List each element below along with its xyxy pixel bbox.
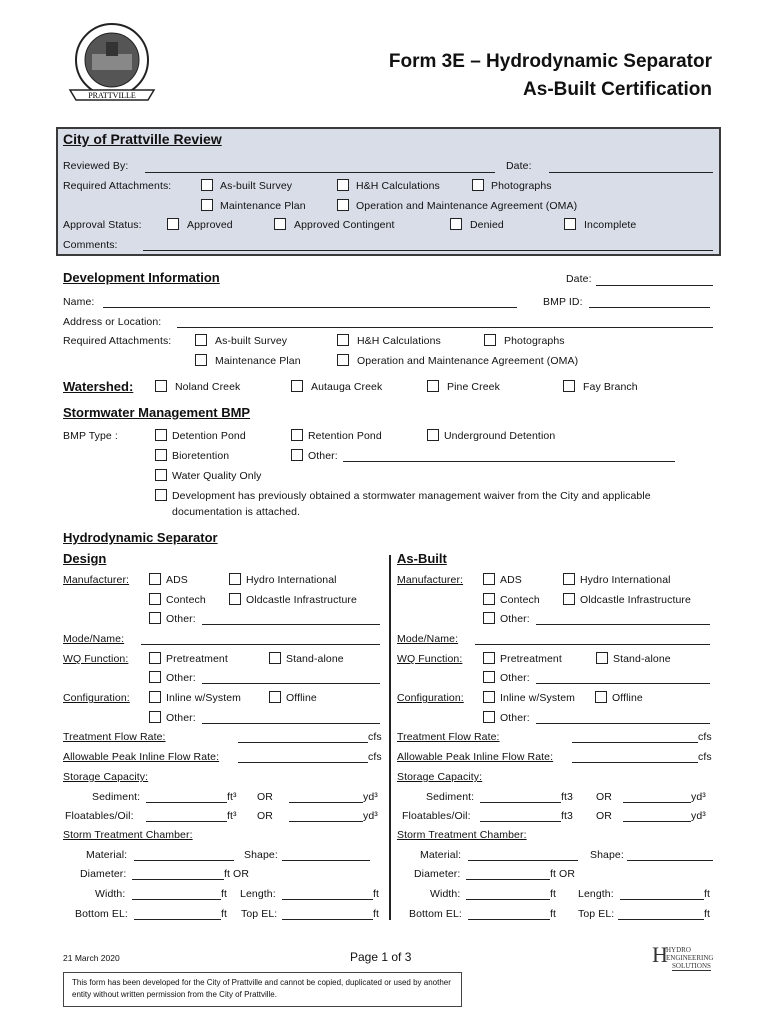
design-floatables-yd3-field[interactable] (289, 821, 363, 822)
ab-diameter-unit: ft OR (550, 868, 576, 880)
design-diameter-label: Diameter: (80, 868, 127, 880)
bmp-other-field[interactable] (343, 461, 675, 462)
design-apifr-field[interactable] (238, 762, 368, 763)
review-maint-label: Maintenance Plan (220, 200, 306, 212)
design-inline-checkbox[interactable] (149, 691, 161, 703)
design-pretreatment-label: Pretreatment (166, 653, 228, 665)
dev-photos-checkbox[interactable] (484, 334, 496, 346)
underground-detention-label: Underground Detention (444, 430, 556, 442)
dev-name-field[interactable] (103, 307, 517, 308)
ab-top-el-label: Top EL: (578, 908, 615, 920)
retention-pond-label: Retention Pond (308, 430, 382, 442)
ab-offline-checkbox[interactable] (595, 691, 607, 703)
ab-oldcastle-label: Oldcastle Infrastructure (580, 594, 691, 606)
asbuilt-heading: As-Built (397, 551, 447, 566)
comments-field[interactable] (143, 250, 713, 251)
hs-heading: Hydrodynamic Separator (63, 530, 218, 545)
water-quality-only-checkbox[interactable] (155, 469, 167, 481)
review-asbuilt-label: As-built Survey (220, 180, 293, 192)
design-sediment-label: Sediment: (92, 791, 141, 803)
ab-tfr-field[interactable] (572, 742, 698, 743)
pine-creek-label: Pine Creek (447, 381, 500, 393)
design-ads-checkbox[interactable] (149, 573, 161, 585)
design-apifr-label: Allowable Peak Inline Flow Rate: (63, 751, 220, 763)
ab-wq-other-label: Other: (500, 672, 530, 684)
underground-detention-checkbox[interactable] (427, 429, 439, 441)
noland-creek-checkbox[interactable] (155, 380, 167, 392)
design-floatables-or: OR (257, 810, 273, 822)
ab-apifr-field[interactable] (572, 762, 698, 763)
design-heading: Design (63, 551, 107, 566)
dev-info-heading: Development Information (63, 270, 220, 285)
ab-bottom-el-field[interactable] (468, 919, 550, 920)
ab-model-label: Mode/Name: (397, 633, 459, 645)
design-floatables-ft3-unit: ft³ (227, 810, 237, 822)
design-bottom-el-label: Bottom EL: (75, 908, 128, 920)
dev-attachments-label: Required Attachments: (63, 335, 172, 347)
design-pretreatment-checkbox[interactable] (149, 652, 161, 664)
detention-pond-label: Detention Pond (172, 430, 246, 442)
hydro-engineering-logo: H HYDRO ENGINEERING SOLUTIONS (652, 942, 714, 970)
denied-label: Denied (470, 219, 504, 231)
logo-engineering-text: ENGINEERING (666, 954, 714, 962)
ab-oldcastle-checkbox[interactable] (563, 593, 575, 605)
address-field[interactable] (177, 327, 713, 328)
water-quality-only-label: Water Quality Only (172, 470, 262, 482)
review-heading: City of Prattville Review (63, 131, 222, 147)
autauga-creek-checkbox[interactable] (291, 380, 303, 392)
pine-creek-checkbox[interactable] (427, 380, 439, 392)
ab-tfr-label: Treatment Flow Rate: (397, 731, 500, 743)
dev-photos-label: Photographs (504, 335, 565, 347)
design-standalone-checkbox[interactable] (269, 652, 281, 664)
design-material-label: Material: (86, 849, 128, 861)
ab-manufacturer-label: Manufacturer: (397, 574, 464, 586)
design-top-el-label: Top EL: (241, 908, 278, 920)
ab-apifr-label: Allowable Peak Inline Flow Rate: (397, 751, 554, 763)
review-asbuilt-checkbox[interactable] (201, 179, 213, 191)
ab-length-unit: ft (704, 888, 711, 900)
review-photos-label: Photographs (491, 180, 552, 192)
design-inline-label: Inline w/System (166, 692, 242, 704)
ab-sediment-ft3-field[interactable] (480, 802, 561, 803)
design-length-unit: ft (373, 888, 380, 900)
design-standalone-label: Stand-alone (286, 653, 344, 665)
design-top-el-unit: ft (373, 908, 380, 920)
ab-stc-label: Storm Treatment Chamber: (397, 829, 527, 841)
bioretention-checkbox[interactable] (155, 449, 167, 461)
ab-floatables-ft3-field[interactable] (480, 821, 561, 822)
review-attachments-label: Required Attachments: (63, 180, 172, 192)
ab-diameter-label: Diameter: (414, 868, 461, 880)
ab-contech-checkbox[interactable] (483, 593, 495, 605)
ab-storage-label: Storage Capacity: (397, 771, 483, 783)
design-width-field[interactable] (132, 899, 221, 900)
dev-maint-checkbox[interactable] (195, 354, 207, 366)
approved-checkbox[interactable] (167, 218, 179, 230)
review-date-field[interactable] (549, 172, 713, 173)
ab-floatables-yd3-unit: yd³ (691, 810, 706, 822)
dev-asbuilt-label: As-built Survey (215, 335, 288, 347)
review-oma-checkbox[interactable] (337, 199, 349, 211)
dev-date-label: Date: (566, 273, 592, 285)
design-sediment-yd3-unit: yd³ (363, 791, 378, 803)
design-diameter-field[interactable] (132, 879, 224, 880)
design-storage-label: Storage Capacity: (63, 771, 149, 783)
fay-branch-label: Fay Branch (583, 381, 638, 393)
ab-hydro-intl-label: Hydro International (580, 574, 671, 586)
design-model-label: Mode/Name: (63, 633, 125, 645)
ab-floatables-yd3-field[interactable] (623, 821, 691, 822)
noland-creek-label: Noland Creek (175, 381, 241, 393)
design-offline-checkbox[interactable] (269, 691, 281, 703)
ab-cfg-other-checkbox[interactable] (483, 711, 495, 723)
design-sediment-ft3-field[interactable] (146, 802, 227, 803)
footer-date: 21 March 2020 (63, 953, 120, 963)
dev-hh-checkbox[interactable] (337, 334, 349, 346)
address-label: Address or Location: (63, 316, 162, 328)
approved-contingent-label: Approved Contingent (294, 219, 395, 231)
design-config-label: Configuration: (63, 692, 130, 704)
ab-pretreatment-label: Pretreatment (500, 653, 562, 665)
design-diameter-unit: ft OR (224, 868, 250, 880)
dev-date-field[interactable] (596, 285, 713, 286)
design-offline-label: Offline (286, 692, 317, 704)
ab-hydro-intl-checkbox[interactable] (563, 573, 575, 585)
ab-bottom-el-unit: ft (550, 908, 557, 920)
review-hh-checkbox[interactable] (337, 179, 349, 191)
ab-width-label: Width: (430, 888, 461, 900)
design-hydro-intl-label: Hydro International (246, 574, 337, 586)
reviewed-by-label: Reviewed By: (63, 160, 129, 172)
review-photos-checkbox[interactable] (472, 179, 484, 191)
design-apifr-unit: cfs (368, 751, 382, 763)
design-wq-other-field[interactable] (202, 683, 380, 684)
form-title (292, 48, 712, 104)
waiver-text-2: documentation is attached. (172, 506, 301, 518)
ab-offline-label: Offline (612, 692, 643, 704)
design-contech-label: Contech (166, 594, 206, 606)
approved-contingent-checkbox[interactable] (274, 218, 286, 230)
design-floatables-ft3-field[interactable] (146, 821, 227, 822)
design-manufacturer-label: Manufacturer: (63, 574, 130, 586)
design-wq-other-checkbox[interactable] (149, 671, 161, 683)
bmp-id-field[interactable] (589, 307, 710, 308)
ab-ads-label: ADS (500, 574, 522, 586)
design-bottom-el-unit: ft (221, 908, 228, 920)
design-length-field[interactable] (282, 899, 373, 900)
design-width-label: Width: (95, 888, 126, 900)
ab-standalone-label: Stand-alone (613, 653, 671, 665)
design-shape-field[interactable] (282, 860, 370, 861)
design-mfr-other-label: Other: (166, 613, 196, 625)
design-top-el-field[interactable] (282, 919, 373, 920)
design-hydro-intl-checkbox[interactable] (229, 573, 241, 585)
ab-shape-label: Shape: (590, 849, 624, 861)
review-oma-label: Operation and Maintenance Agreement (OMA) (356, 200, 578, 212)
bmp-id-label: BMP ID: (543, 296, 583, 308)
incomplete-checkbox[interactable] (564, 218, 576, 230)
comments-label: Comments: (63, 239, 118, 251)
ab-length-field[interactable] (620, 899, 704, 900)
design-shape-label: Shape: (244, 849, 278, 861)
dev-name-label: Name: (63, 296, 95, 308)
bmp-other-checkbox[interactable] (291, 449, 303, 461)
ab-floatables-or: OR (596, 810, 612, 822)
ab-shape-field[interactable] (627, 860, 713, 861)
design-ads-label: ADS (166, 574, 188, 586)
ab-standalone-checkbox[interactable] (596, 652, 608, 664)
dev-hh-label: H&H Calculations (357, 335, 441, 347)
ab-sediment-yd3-field[interactable] (623, 802, 691, 803)
ab-inline-label: Inline w/System (500, 692, 576, 704)
ab-apifr-unit: cfs (698, 751, 712, 763)
design-cfg-other-field[interactable] (202, 723, 380, 724)
bmp-other-label: Other: (308, 450, 338, 462)
watershed-label: Watershed: (63, 379, 134, 394)
ab-wq-label: WQ Function: (397, 653, 463, 665)
denied-checkbox[interactable] (450, 218, 462, 230)
autauga-creek-label: Autauga Creek (311, 381, 383, 393)
design-floatables-label: Floatables/Oil: (65, 810, 134, 822)
ab-width-unit: ft (550, 888, 557, 900)
design-sediment-ft3-unit: ft³ (227, 791, 237, 803)
title-line-1: Form 3E – Hydrodynamic Separator (388, 51, 712, 72)
design-length-label: Length: (240, 888, 276, 900)
design-model-field[interactable] (141, 644, 380, 645)
design-oldcastle-label: Oldcastle Infrastructure (246, 594, 357, 606)
logo-text: PRATTVILLE (88, 91, 136, 100)
ab-width-field[interactable] (466, 899, 550, 900)
review-hh-label: H&H Calculations (356, 180, 440, 192)
title-line-2: As-Built Certification (523, 79, 712, 100)
ab-mfr-other-label: Other: (500, 613, 530, 625)
design-wq-label: WQ Function: (63, 653, 129, 665)
logo-solutions-text: SOLUTIONS (672, 962, 711, 970)
ab-length-label: Length: (578, 888, 614, 900)
design-cfg-other-label: Other: (166, 712, 196, 724)
design-tfr-label: Treatment Flow Rate: (63, 731, 166, 743)
swm-bmp-heading: Stormwater Management BMP (63, 405, 251, 420)
design-tfr-field[interactable] (238, 742, 368, 743)
ab-cfg-other-label: Other: (500, 712, 530, 724)
approval-status-label: Approval Status: (63, 219, 142, 231)
ab-sediment-ft3-unit: ft3 (561, 791, 573, 803)
reviewed-by-field[interactable] (145, 172, 495, 173)
waiver-text-1: Development has previously obtained a stormwater management waiver from the City and applicable (172, 490, 651, 502)
ab-top-el-field[interactable] (618, 919, 704, 920)
design-bottom-el-field[interactable] (134, 919, 221, 920)
design-material-field[interactable] (134, 860, 234, 861)
review-date-label: Date: (506, 160, 532, 172)
approved-label: Approved (187, 219, 233, 231)
ab-mfr-other-field[interactable] (536, 624, 710, 625)
ab-sediment-yd3-unit: yd³ (691, 791, 706, 803)
design-stc-label: Storm Treatment Chamber: (63, 829, 193, 841)
design-floatables-yd3-unit: yd³ (363, 810, 378, 822)
logo-hydro-text: HYDRO (666, 946, 691, 954)
dev-maint-label: Maintenance Plan (215, 355, 301, 367)
ab-bottom-el-label: Bottom EL: (409, 908, 462, 920)
ab-sediment-or: OR (596, 791, 612, 803)
incomplete-label: Incomplete (584, 219, 637, 231)
ab-material-field[interactable] (468, 860, 578, 861)
dev-asbuilt-checkbox[interactable] (195, 334, 207, 346)
review-maint-checkbox[interactable] (201, 199, 213, 211)
ab-contech-label: Contech (500, 594, 540, 606)
ab-top-el-unit: ft (704, 908, 711, 920)
ab-model-field[interactable] (475, 644, 710, 645)
fay-branch-checkbox[interactable] (563, 380, 575, 392)
ab-floatables-label: Floatables/Oil: (402, 810, 471, 822)
dev-oma-label: Operation and Maintenance Agreement (OMA) (357, 355, 579, 367)
ab-ads-checkbox[interactable] (483, 573, 495, 585)
ab-diameter-field[interactable] (466, 879, 550, 880)
ab-floatables-ft3-unit: ft3 (561, 810, 573, 822)
dev-oma-checkbox[interactable] (337, 354, 349, 366)
design-width-unit: ft (221, 888, 228, 900)
ab-mfr-other-checkbox[interactable] (483, 612, 495, 624)
design-oldcastle-checkbox[interactable] (229, 593, 241, 605)
retention-pond-checkbox[interactable] (291, 429, 303, 441)
waiver-checkbox[interactable] (155, 489, 167, 501)
design-mfr-other-field[interactable] (202, 624, 380, 625)
design-tfr-unit: cfs (368, 731, 382, 743)
ab-pretreatment-checkbox[interactable] (483, 652, 495, 664)
ab-wq-other-checkbox[interactable] (483, 671, 495, 683)
copyright-notice: This form has been developed for the City of Prattville and cannot be copied, duplicated or used by another entity without written permission from the City of Prattville. (63, 972, 462, 1007)
design-sediment-yd3-field[interactable] (289, 802, 363, 803)
ab-material-label: Material: (420, 849, 462, 861)
column-divider (389, 555, 391, 920)
ab-sediment-label: Sediment: (426, 791, 475, 803)
ab-inline-checkbox[interactable] (483, 691, 495, 703)
ab-tfr-unit: cfs (698, 731, 712, 743)
bmp-type-label: BMP Type : (63, 430, 118, 442)
design-cfg-other-checkbox[interactable] (149, 711, 161, 723)
design-mfr-other-checkbox[interactable] (149, 612, 161, 624)
ab-cfg-other-field[interactable] (536, 723, 710, 724)
ab-config-label: Configuration: (397, 692, 464, 704)
design-contech-checkbox[interactable] (149, 593, 161, 605)
design-wq-other-label: Other: (166, 672, 196, 684)
bioretention-label: Bioretention (172, 450, 230, 462)
city-seal-logo (62, 20, 162, 108)
design-sediment-or: OR (257, 791, 273, 803)
detention-pond-checkbox[interactable] (155, 429, 167, 441)
page-number: Page 1 of 3 (350, 950, 412, 964)
ab-wq-other-field[interactable] (536, 683, 710, 684)
